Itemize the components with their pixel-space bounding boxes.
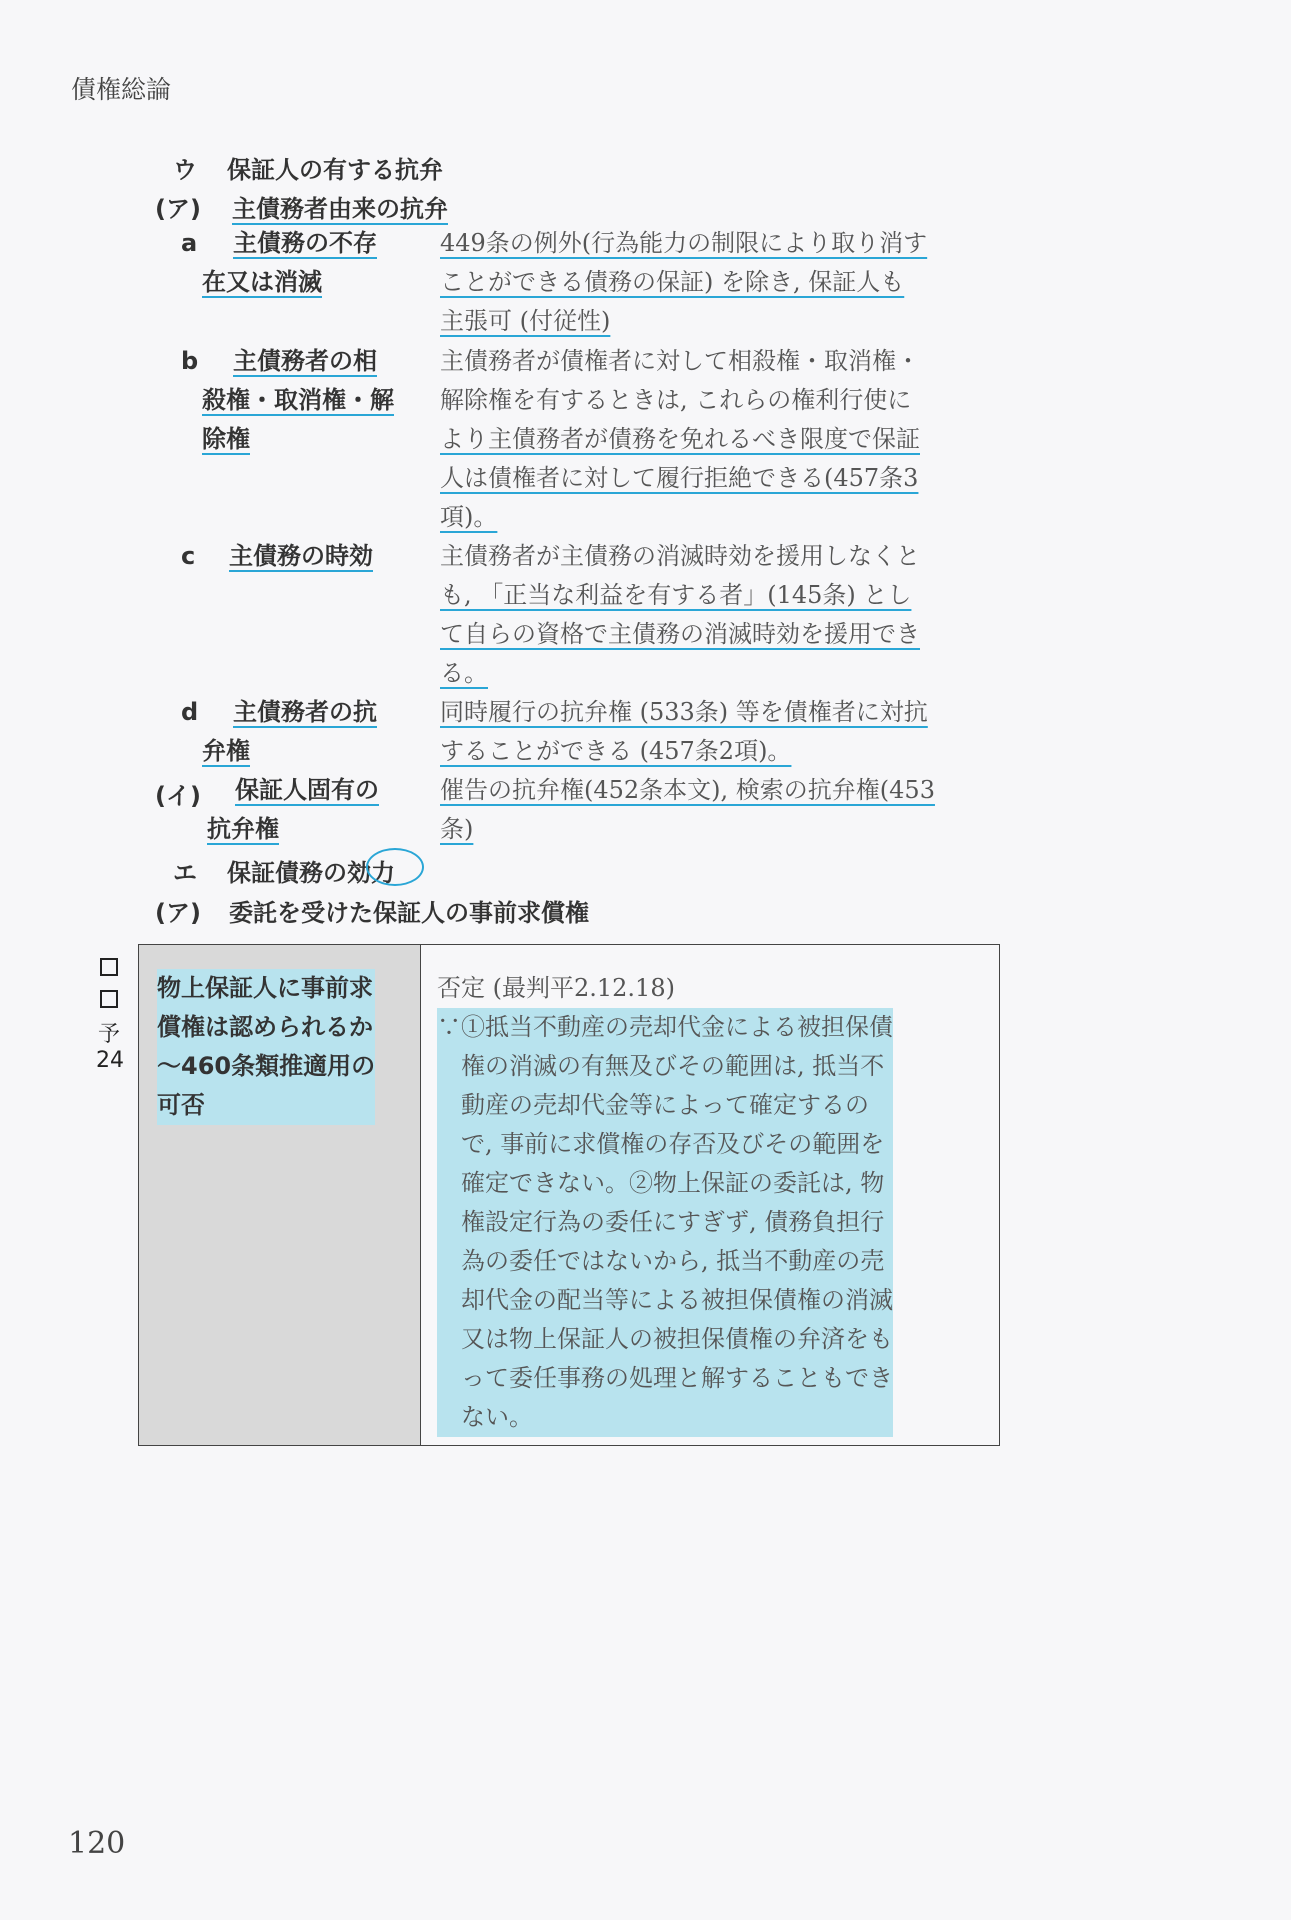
item-c-body	[440, 537, 990, 693]
section-i-label-line: 保証人固有の	[235, 776, 379, 804]
question-line: 償権は認められるか	[157, 1008, 375, 1047]
item-d-body-line: することができる (457条2項)。	[440, 737, 792, 765]
item-b-body-line: より主債務者が債務を免れるべき限度で保証	[440, 425, 920, 453]
question-line: 可否	[157, 1086, 375, 1125]
item-b-marker: b	[181, 347, 199, 375]
item-d-body	[440, 693, 990, 771]
item-c-body-line: 主債務者が主債務の消滅時効を援用しなくと	[440, 542, 920, 570]
question-line: 物上保証人に事前求	[157, 969, 375, 1008]
item-d-marker: d	[181, 698, 199, 726]
question-line: ～460条類推適用の	[157, 1047, 375, 1086]
reason-line: 権の消滅の有無及びその範囲は, 抵当不	[437, 1047, 893, 1086]
running-title: 債権総論	[71, 75, 172, 104]
section-i-body-line: 催告の抗弁権(452条本文), 検索の抗弁権(453	[440, 776, 935, 804]
reason-line: 権設定行為の委任にすぎず, 債務負担行	[437, 1203, 893, 1242]
section-a-title: 主債務者由来の抗弁	[232, 195, 448, 223]
item-a-label-line: 主債務の不存	[233, 229, 377, 257]
item-a-label	[202, 224, 377, 302]
item-b-label	[202, 342, 394, 459]
section-i-label-line: 抗弁権	[207, 815, 279, 843]
item-c-body-line: る。	[440, 659, 488, 687]
issue-question	[157, 969, 375, 1125]
section2-a-title: 委託を受けた保証人の事前求償権	[229, 899, 589, 927]
item-b-body	[440, 342, 990, 537]
page-number: 120	[68, 1826, 126, 1861]
item-c-body-line: て自らの資格で主債務の消滅時効を援用でき	[440, 620, 920, 648]
item-d-label-line: 弁権	[202, 737, 250, 765]
item-c-body-line: も, 「正当な利益を有する者」(145条) とし	[440, 581, 912, 609]
section-u-marker: ウ	[173, 156, 197, 184]
pen-circle-mark	[366, 848, 424, 886]
issue-box	[138, 944, 1000, 1446]
item-d-body-line: 同時履行の抗弁権 (533条) 等を債権者に対抗	[440, 698, 928, 726]
section-i-marker: (イ)	[155, 782, 201, 810]
item-a-body-line: ことができる債務の保証) を除き, 保証人も	[440, 268, 905, 296]
reason-line: ない。	[437, 1398, 893, 1437]
item-a-label-line: 在又は消滅	[202, 268, 322, 296]
item-b-label-line: 除権	[202, 425, 250, 453]
issue-reason	[437, 1008, 893, 1437]
reason-line: ∵①抵当不動産の売却代金による被担保債	[437, 1008, 893, 1047]
review-side-marker	[96, 958, 122, 1074]
section-i-body-line: 条)	[440, 815, 474, 843]
reason-line: 為の委任ではないから, 抵当不動産の売	[437, 1242, 893, 1281]
section-e-marker: エ	[173, 859, 197, 887]
item-a-body-line: 449条の例外(行為能力の制限により取り消す	[440, 229, 928, 257]
section-i-body	[440, 771, 990, 849]
item-b-label-line: 主債務者の相	[233, 347, 377, 375]
item-a-body-line: 主張可 (付従性)	[440, 307, 611, 335]
reason-line: で, 事前に求償権の存否及びその範囲を	[437, 1125, 893, 1164]
checkbox-icon[interactable]	[100, 990, 118, 1008]
item-c-label	[229, 537, 373, 576]
section-u-title: 保証人の有する抗弁	[227, 156, 443, 184]
section-a-marker: (ア)	[155, 195, 201, 223]
side-number: 24	[96, 1048, 124, 1073]
checkbox-icon[interactable]	[100, 958, 118, 976]
reason-line: 動産の売却代金等によって確定するの	[437, 1086, 893, 1125]
item-c-label-line: 主債務の時効	[229, 542, 373, 570]
item-b-body-line: 項)。	[440, 503, 498, 531]
item-c-marker: c	[181, 542, 196, 570]
item-b-label-line: 殺権・取消権・解	[202, 386, 394, 414]
side-label: 予	[97, 1022, 120, 1047]
section-i-label	[207, 771, 379, 849]
section-e-title: 保証債務の効力	[227, 859, 395, 887]
section2-a-marker: (ア)	[155, 899, 201, 927]
reason-line: 確定できない。②物上保証の委託は, 物	[437, 1164, 893, 1203]
reason-line: 却代金の配当等による被担保債権の消滅	[437, 1281, 893, 1320]
reason-line: って委任事務の処理と解することもでき	[437, 1359, 893, 1398]
issue-answer: 否定 (最判平2.12.18)	[437, 974, 675, 1002]
item-b-body-line: 解除権を有するときは, これらの権利行使に	[440, 386, 912, 414]
item-a-marker: a	[181, 229, 198, 257]
reason-line: 又は物上保証人の被担保債権の弁済をも	[437, 1320, 893, 1359]
item-a-body	[440, 224, 990, 341]
item-d-label	[202, 693, 377, 771]
item-b-body-line: 主債務者が債権者に対して相殺権・取消権・	[440, 347, 920, 375]
item-b-body-line: 人は債権者に対して履行拒絶できる(457条3	[440, 464, 919, 492]
item-d-label-line: 主債務者の抗	[233, 698, 377, 726]
